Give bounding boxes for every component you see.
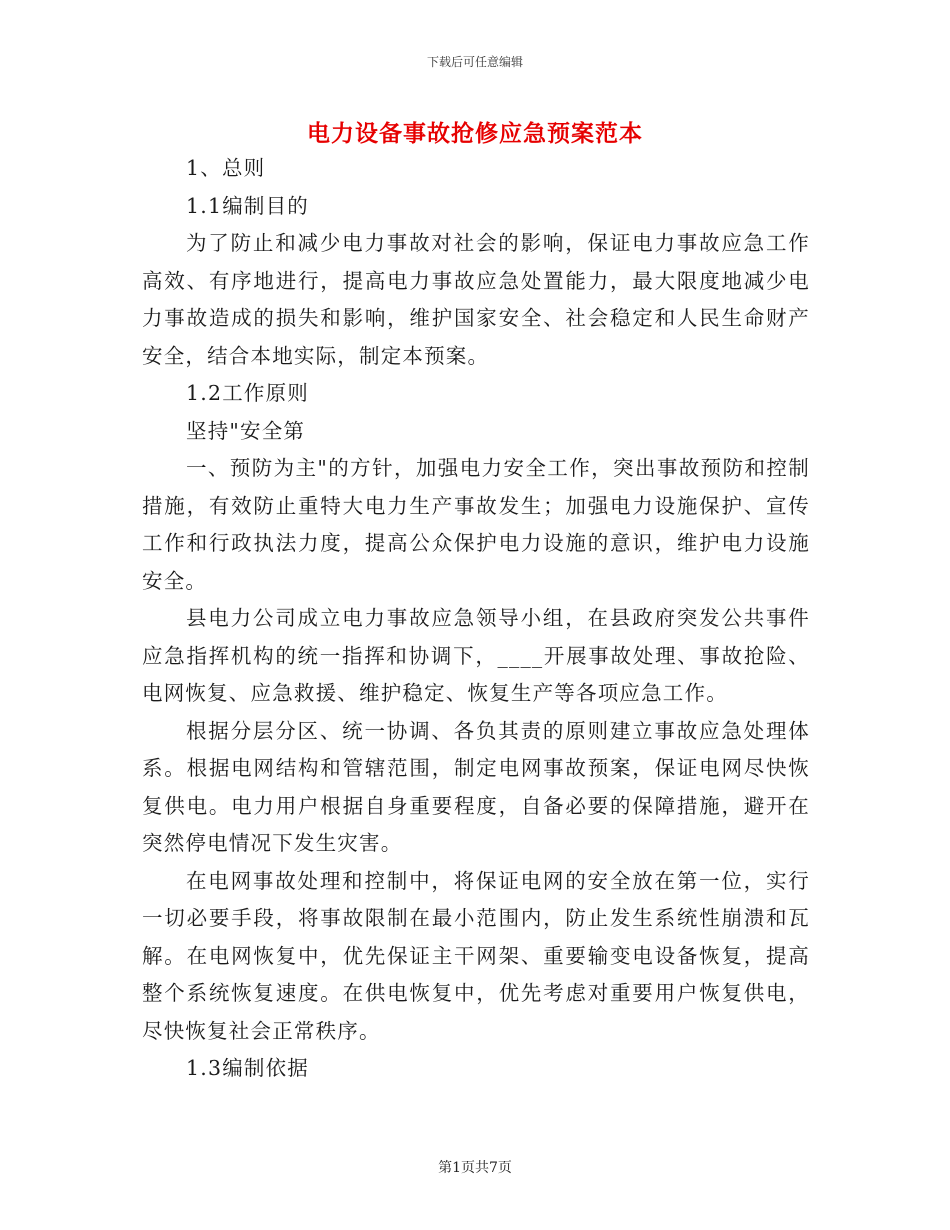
section-1-heading: 1、总则 xyxy=(186,156,266,180)
section-1-2-heading: 1.2工作原则 xyxy=(186,381,310,405)
section-1-3-heading: 1.3编制依据 xyxy=(186,1056,310,1080)
section-1-1-paragraph: 为了防止和减少电力事故对社会的影响，保证电力事故应急工作高效、有序地进行，提高电力事故应急处置能力，最大限度地减少电力事故造成的损失和影响，维护国家安全、社会稳定和人民生命财产安全，结合本地实际，制定本预案。 xyxy=(142,231,810,368)
section-1-1-heading: 1.1编制目的 xyxy=(186,193,310,218)
section-1-2-paragraph-3: 根据分层分区、统一协调、各负其责的原则建立事故应急处理体系。根据电网结构和管辖范围，制定电网事故预案，保证电网尽快恢复供电。电力用户根据自身重要程度，自备必要的保障措施，避开在突然停电情况下发生灾害。 xyxy=(142,718,810,855)
document-title: 电力设备事故抢修应急预案范本 xyxy=(307,120,643,147)
section-1-2-paragraph-4: 在电网事故处理和控制中，将保证电网的安全放在第一位，实行一切必要手段，将事故限制在最小范围内，防止发生系统性崩溃和瓦解。在电网恢复中，优先保证主干网架、重要输变电设备恢复，提高整个系统恢复速度。在供电恢复中，优先考虑对重要用户恢复供电，尽快恢复社会正常秩序。 xyxy=(142,868,810,1043)
section-1-2-paragraph-1: 一、预防为主"的方针，加强电力安全工作，突出事故预防和控制措施，有效防止重特大电力生产事故发生；加强电力设施保护、宣传工作和行政执法力度，提高公众保护电力设施的意识，维护电力设施安全。 xyxy=(142,456,810,593)
document-body xyxy=(142,150,810,1088)
page-footer-number: 第1页共7页 xyxy=(438,1160,512,1176)
page-header-note: 下载后可任意编辑 xyxy=(426,55,523,69)
section-1-2-paragraph-2: 县电力公司成立电力事故应急领导小组，在县政府突发公共事件应急指挥机构的统一指挥和协调下，____开展事故处理、事故抢险、电网恢复、应急救援、维护稳定、恢复生产等各项应急工作。 xyxy=(142,606,810,705)
section-1-2-line: 坚持"安全第 xyxy=(186,418,306,443)
